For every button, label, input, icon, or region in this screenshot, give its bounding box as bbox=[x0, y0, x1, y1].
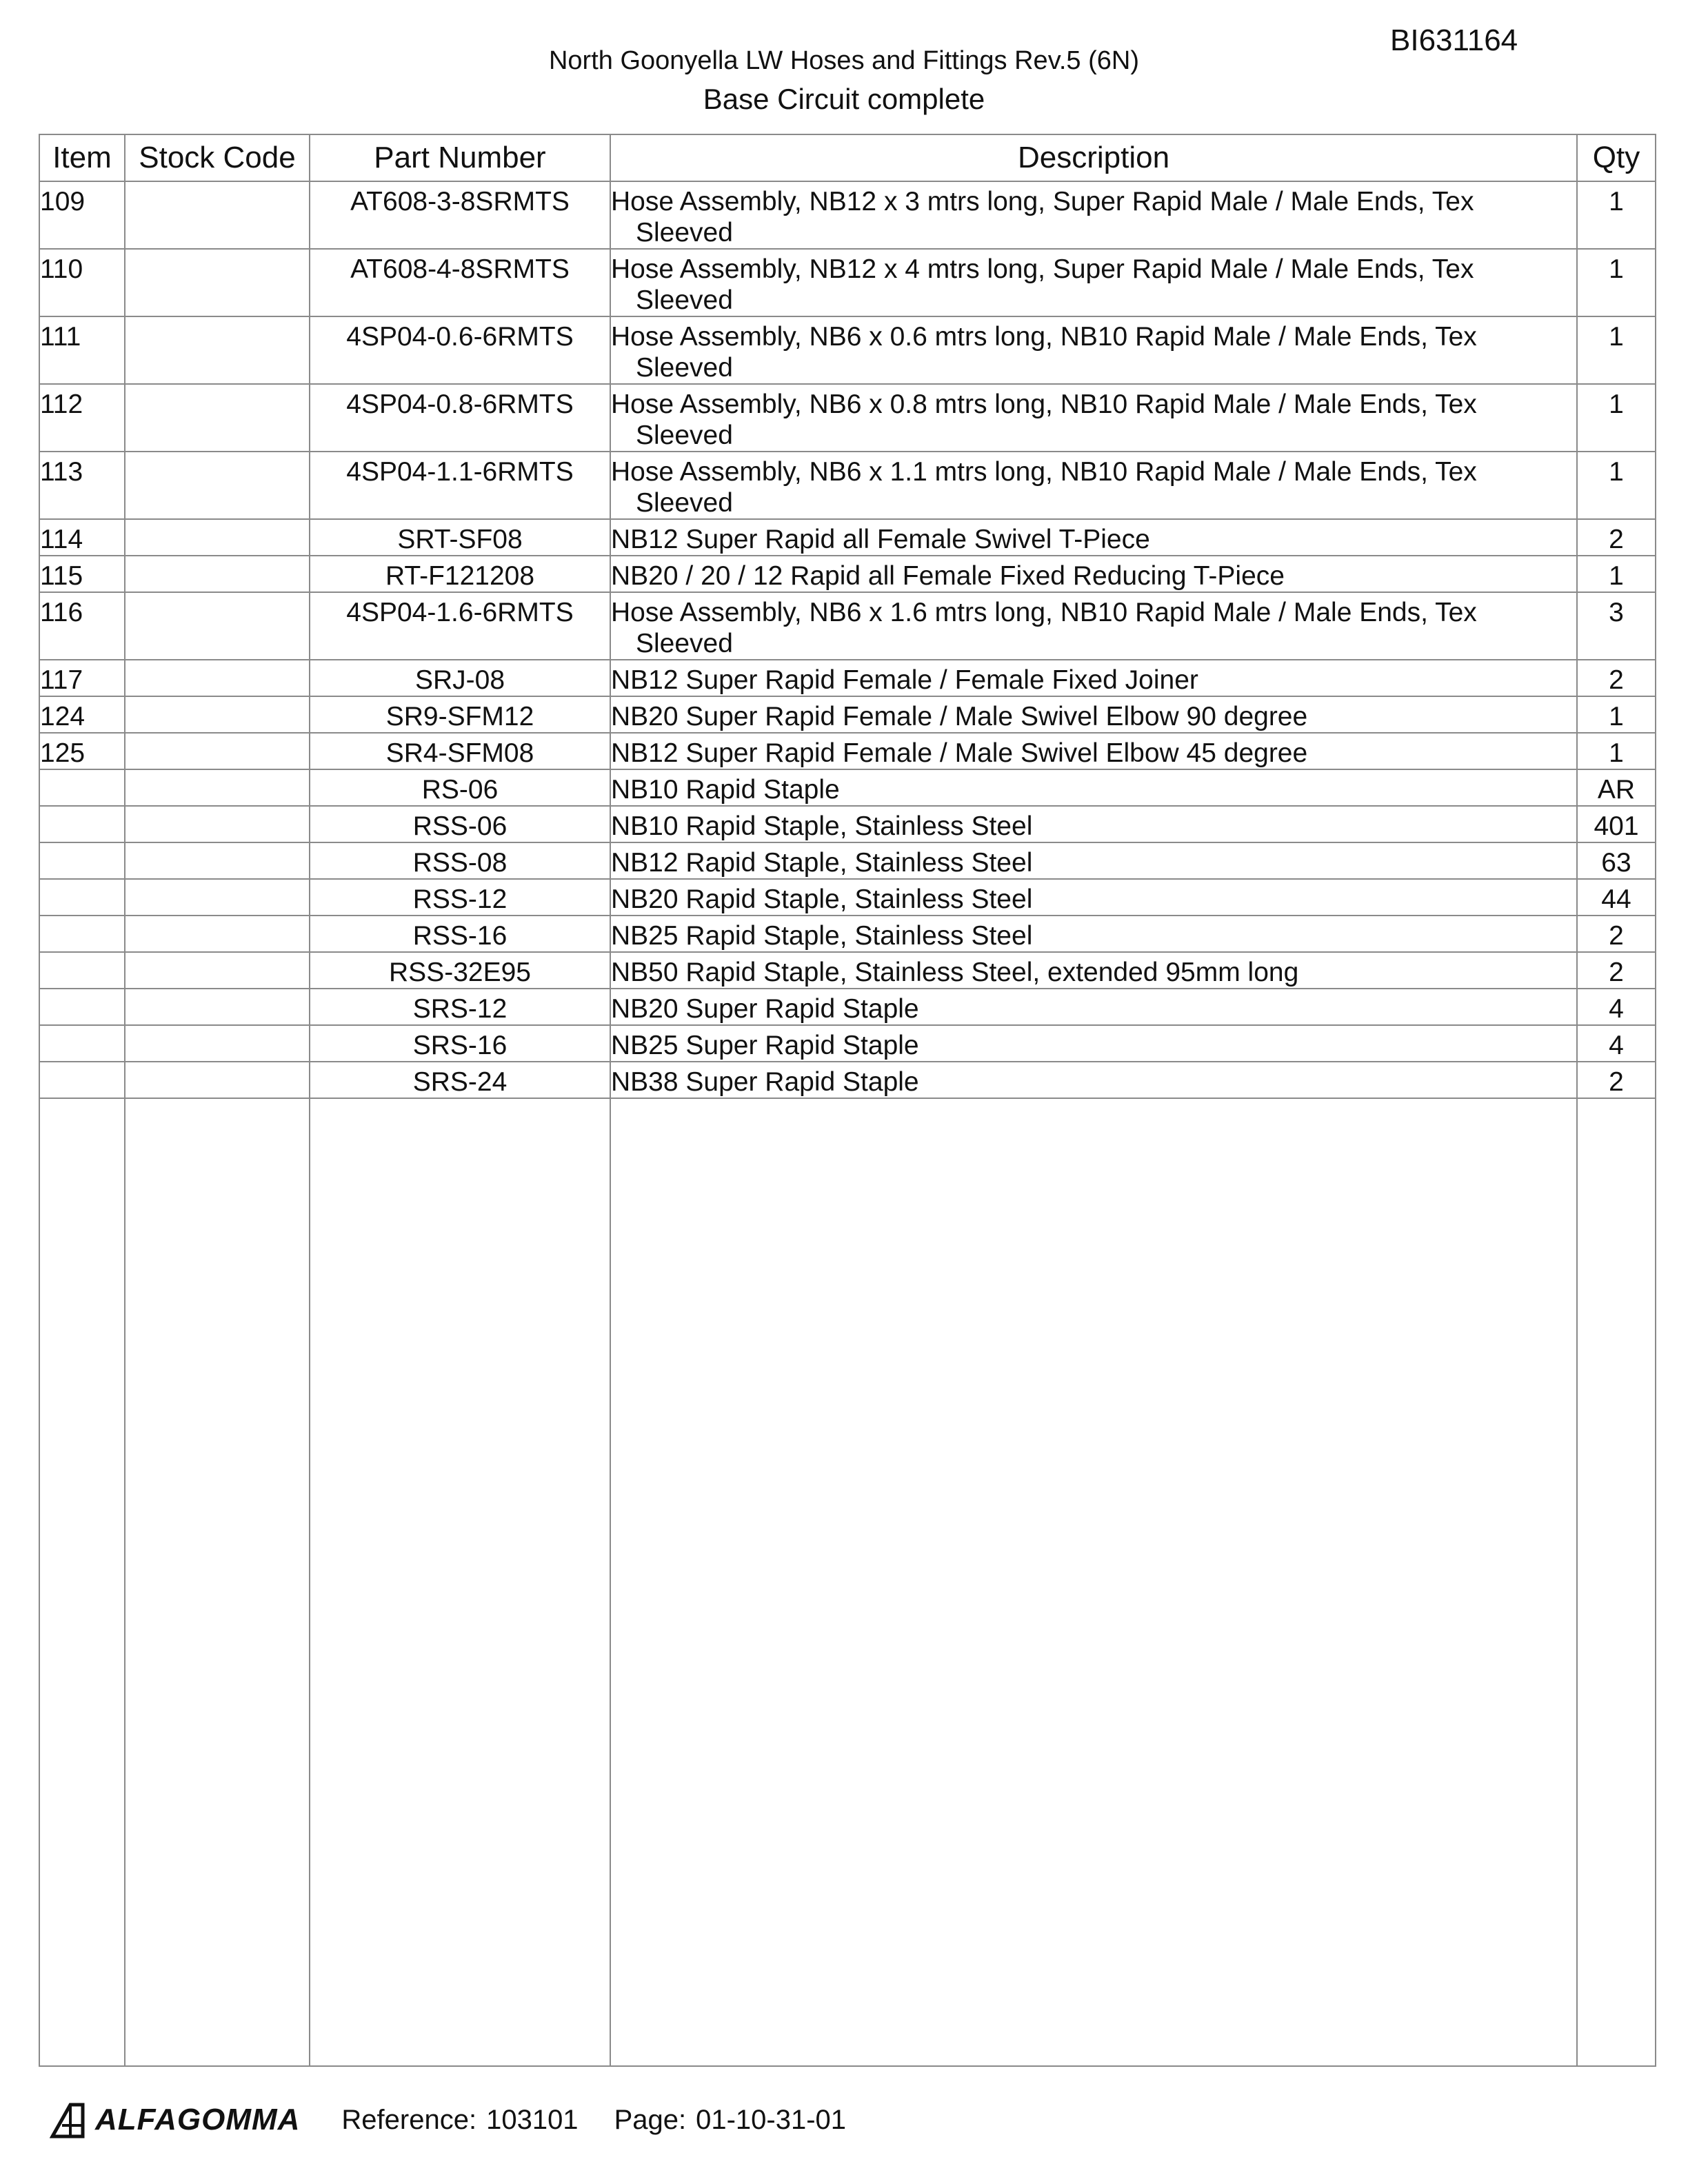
cell-stock-code bbox=[125, 316, 310, 384]
cell-qty: 2 bbox=[1577, 916, 1656, 952]
header-part-number: Part Number bbox=[310, 134, 610, 181]
empty-cell bbox=[39, 1098, 125, 2066]
description-text: NB10 Rapid Staple, Stainless Steel bbox=[611, 811, 1033, 841]
document-subtitle: Base Circuit complete bbox=[703, 83, 985, 115]
cell-qty: 63 bbox=[1577, 842, 1656, 879]
cell-item: 116 bbox=[39, 592, 125, 660]
cell-part-number: RSS-08 bbox=[310, 842, 610, 879]
table-row bbox=[39, 384, 1656, 452]
description-text: NB50 Rapid Staple, Stainless Steel, extended 95mm long bbox=[611, 958, 1299, 987]
table-row bbox=[39, 696, 1656, 733]
description-text: Hose Assembly, NB12 x 4 mtrs long, Super Rapid Male / Male Ends, Tex bbox=[611, 254, 1474, 284]
cell-part-number: 4SP04-0.8-6RMTS bbox=[310, 384, 610, 452]
cell-stock-code bbox=[125, 452, 310, 519]
description-text: NB10 Rapid Staple bbox=[611, 775, 840, 805]
header-stock-code: Stock Code bbox=[125, 134, 310, 181]
cell-part-number: SRS-12 bbox=[310, 989, 610, 1025]
cell-part-number: SRS-24 bbox=[310, 1062, 610, 1098]
cell-part-number: AT608-4-8SRMTS bbox=[310, 249, 610, 316]
cell-stock-code bbox=[125, 879, 310, 916]
cell-stock-code bbox=[125, 1062, 310, 1098]
cell-description bbox=[610, 806, 1577, 842]
cell-qty: 3 bbox=[1577, 592, 1656, 660]
table-row bbox=[39, 879, 1656, 916]
reference-label: Reference: bbox=[341, 2104, 477, 2135]
cell-item: 112 bbox=[39, 384, 125, 452]
cell-description bbox=[610, 842, 1577, 879]
table-row bbox=[39, 1062, 1656, 1098]
description-text: NB12 Super Rapid Female / Female Fixed Joiner bbox=[611, 665, 1198, 695]
cell-description bbox=[610, 452, 1577, 519]
cell-description bbox=[610, 592, 1577, 660]
page-value: 01-10-31-01 bbox=[696, 2104, 847, 2135]
cell-item: 117 bbox=[39, 660, 125, 696]
cell-qty: 1 bbox=[1577, 696, 1656, 733]
cell-part-number: SRS-16 bbox=[310, 1025, 610, 1062]
description-text: NB20 Rapid Staple, Stainless Steel bbox=[611, 884, 1033, 914]
cell-description bbox=[610, 952, 1577, 989]
description-continuation: Sleeved bbox=[636, 629, 733, 658]
cell-item bbox=[39, 1062, 125, 1098]
table-empty-area bbox=[39, 1098, 1656, 2066]
description-text: NB38 Super Rapid Staple bbox=[611, 1067, 919, 1097]
cell-part-number: RS-06 bbox=[310, 769, 610, 806]
cell-description bbox=[610, 1025, 1577, 1062]
empty-cell bbox=[1577, 1098, 1656, 2066]
empty-cell bbox=[610, 1098, 1577, 2066]
description-continuation: Sleeved bbox=[636, 218, 733, 247]
cell-stock-code bbox=[125, 806, 310, 842]
cell-stock-code bbox=[125, 660, 310, 696]
cell-description bbox=[610, 769, 1577, 806]
cell-item bbox=[39, 769, 125, 806]
description-text: NB20 Super Rapid Female / Male Swivel Elbow 90 degree bbox=[611, 702, 1308, 731]
description-text: Hose Assembly, NB12 x 3 mtrs long, Super Rapid Male / Male Ends, Tex bbox=[611, 187, 1474, 216]
header-qty: Qty bbox=[1577, 134, 1656, 181]
alfagomma-logo bbox=[50, 2101, 300, 2139]
cell-qty: 1 bbox=[1577, 452, 1656, 519]
cell-qty: 2 bbox=[1577, 519, 1656, 556]
table-row bbox=[39, 249, 1656, 316]
table-row bbox=[39, 181, 1656, 249]
cell-item bbox=[39, 842, 125, 879]
cell-item bbox=[39, 1025, 125, 1062]
cell-qty: 2 bbox=[1577, 952, 1656, 989]
cell-item bbox=[39, 879, 125, 916]
reference-value: 103101 bbox=[486, 2104, 579, 2135]
cell-qty: 401 bbox=[1577, 806, 1656, 842]
cell-qty: 1 bbox=[1577, 316, 1656, 384]
table-row bbox=[39, 592, 1656, 660]
cell-stock-code bbox=[125, 249, 310, 316]
cell-qty: 1 bbox=[1577, 384, 1656, 452]
cell-item: 115 bbox=[39, 556, 125, 592]
empty-cell bbox=[125, 1098, 310, 2066]
cell-qty: 2 bbox=[1577, 1062, 1656, 1098]
description-text: Hose Assembly, NB6 x 0.6 mtrs long, NB10 Rapid Male / Male Ends, Tex bbox=[611, 322, 1477, 352]
description-continuation: Sleeved bbox=[636, 488, 733, 518]
cell-part-number: SR9-SFM12 bbox=[310, 696, 610, 733]
cell-part-number: AT608-3-8SRMTS bbox=[310, 181, 610, 249]
table-row bbox=[39, 556, 1656, 592]
cell-stock-code bbox=[125, 769, 310, 806]
table-row bbox=[39, 660, 1656, 696]
alfagomma-logo-icon bbox=[50, 2101, 88, 2139]
description-continuation: Sleeved bbox=[636, 421, 733, 450]
cell-qty: 1 bbox=[1577, 249, 1656, 316]
cell-qty: AR bbox=[1577, 769, 1656, 806]
cell-stock-code bbox=[125, 556, 310, 592]
document-header bbox=[0, 41, 1688, 119]
description-text: Hose Assembly, NB6 x 0.8 mtrs long, NB10 Rapid Male / Male Ends, Tex bbox=[611, 390, 1477, 419]
cell-part-number: RSS-06 bbox=[310, 806, 610, 842]
cell-description bbox=[610, 384, 1577, 452]
cell-description bbox=[610, 1062, 1577, 1098]
empty-cell bbox=[310, 1098, 610, 2066]
description-text: NB20 Super Rapid Staple bbox=[611, 994, 919, 1024]
cell-part-number: RSS-32E95 bbox=[310, 952, 610, 989]
table-row bbox=[39, 916, 1656, 952]
footer bbox=[50, 2096, 846, 2144]
document-id: BI631164 bbox=[1390, 23, 1518, 57]
description-text: Hose Assembly, NB6 x 1.1 mtrs long, NB10 Rapid Male / Male Ends, Tex bbox=[611, 457, 1477, 487]
cell-part-number: RSS-12 bbox=[310, 879, 610, 916]
cell-part-number: SRJ-08 bbox=[310, 660, 610, 696]
parts-table-body bbox=[39, 181, 1656, 2066]
cell-item: 124 bbox=[39, 696, 125, 733]
cell-description bbox=[610, 879, 1577, 916]
description-text: NB20 / 20 / 12 Rapid all Female Fixed Reducing T-Piece bbox=[611, 561, 1285, 591]
cell-item: 111 bbox=[39, 316, 125, 384]
description-text: NB12 Super Rapid Female / Male Swivel Elbow 45 degree bbox=[611, 738, 1308, 768]
cell-stock-code bbox=[125, 916, 310, 952]
cell-description bbox=[610, 181, 1577, 249]
table-row bbox=[39, 769, 1656, 806]
cell-description bbox=[610, 696, 1577, 733]
description-text: NB12 Rapid Staple, Stainless Steel bbox=[611, 848, 1033, 878]
cell-item bbox=[39, 952, 125, 989]
table-row bbox=[39, 806, 1656, 842]
description-text: NB25 Super Rapid Staple bbox=[611, 1031, 919, 1060]
cell-stock-code bbox=[125, 696, 310, 733]
table-header-row bbox=[39, 134, 1656, 181]
cell-qty: 2 bbox=[1577, 660, 1656, 696]
table-row bbox=[39, 452, 1656, 519]
cell-item: 125 bbox=[39, 733, 125, 769]
cell-stock-code bbox=[125, 181, 310, 249]
cell-item: 110 bbox=[39, 249, 125, 316]
table-row bbox=[39, 519, 1656, 556]
cell-part-number: 4SP04-1.1-6RMTS bbox=[310, 452, 610, 519]
cell-qty: 1 bbox=[1577, 556, 1656, 592]
cell-part-number: SR4-SFM08 bbox=[310, 733, 610, 769]
cell-part-number: 4SP04-0.6-6RMTS bbox=[310, 316, 610, 384]
cell-description bbox=[610, 660, 1577, 696]
cell-part-number: RT-F121208 bbox=[310, 556, 610, 592]
cell-description bbox=[610, 249, 1577, 316]
cell-qty: 1 bbox=[1577, 181, 1656, 249]
description-continuation: Sleeved bbox=[636, 353, 733, 383]
cell-part-number: RSS-16 bbox=[310, 916, 610, 952]
parts-table bbox=[39, 134, 1656, 2067]
header-item: Item bbox=[39, 134, 125, 181]
cell-stock-code bbox=[125, 733, 310, 769]
cell-stock-code bbox=[125, 384, 310, 452]
header-description: Description bbox=[610, 134, 1577, 181]
description-text: NB12 Super Rapid all Female Swivel T-Piece bbox=[611, 525, 1150, 554]
cell-item: 114 bbox=[39, 519, 125, 556]
table-row bbox=[39, 1025, 1656, 1062]
cell-qty: 44 bbox=[1577, 879, 1656, 916]
description-text: NB25 Rapid Staple, Stainless Steel bbox=[611, 921, 1033, 951]
cell-part-number: 4SP04-1.6-6RMTS bbox=[310, 592, 610, 660]
cell-description bbox=[610, 556, 1577, 592]
description-continuation: Sleeved bbox=[636, 285, 733, 315]
cell-item bbox=[39, 806, 125, 842]
cell-stock-code bbox=[125, 989, 310, 1025]
table-row bbox=[39, 733, 1656, 769]
cell-description bbox=[610, 733, 1577, 769]
cell-qty: 1 bbox=[1577, 733, 1656, 769]
cell-stock-code bbox=[125, 519, 310, 556]
description-text: Hose Assembly, NB6 x 1.6 mtrs long, NB10 Rapid Male / Male Ends, Tex bbox=[611, 598, 1477, 627]
cell-item: 109 bbox=[39, 181, 125, 249]
table-row bbox=[39, 952, 1656, 989]
cell-stock-code bbox=[125, 1025, 310, 1062]
cell-item bbox=[39, 916, 125, 952]
cell-description bbox=[610, 519, 1577, 556]
cell-stock-code bbox=[125, 592, 310, 660]
cell-item: 113 bbox=[39, 452, 125, 519]
page-label: Page: bbox=[614, 2104, 687, 2135]
table-row bbox=[39, 989, 1656, 1025]
cell-description bbox=[610, 916, 1577, 952]
cell-stock-code bbox=[125, 842, 310, 879]
cell-qty: 4 bbox=[1577, 1025, 1656, 1062]
logo-text: ALFAGOMMA bbox=[95, 2103, 301, 2136]
table-row bbox=[39, 316, 1656, 384]
cell-stock-code bbox=[125, 952, 310, 989]
cell-item bbox=[39, 989, 125, 1025]
cell-part-number: SRT-SF08 bbox=[310, 519, 610, 556]
cell-qty: 4 bbox=[1577, 989, 1656, 1025]
table-row bbox=[39, 842, 1656, 879]
cell-description bbox=[610, 989, 1577, 1025]
cell-description bbox=[610, 316, 1577, 384]
document-title: North Goonyella LW Hoses and Fittings Rev.5 (6N) bbox=[548, 46, 1140, 75]
